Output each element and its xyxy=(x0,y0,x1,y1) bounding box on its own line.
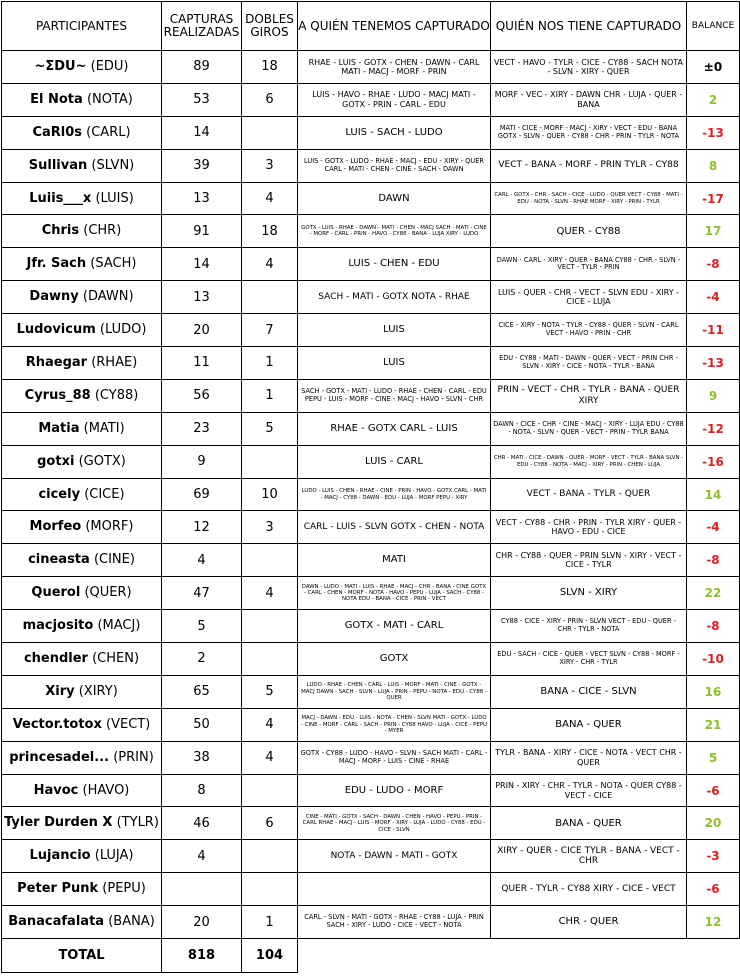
participant-cell xyxy=(2,906,162,939)
participant-name: Luiis___x xyxy=(29,190,92,206)
dobles-cell: 10 xyxy=(242,478,298,511)
nos-tiene-cell: EDU - SACH - CICE - QUER - VECT SLVN - CY88 - MORF - XIRY - CHR - TYLR xyxy=(491,643,687,676)
dobles-cell: 18 xyxy=(242,215,298,248)
dobles-cell xyxy=(242,116,298,149)
participant-code: (VECT) xyxy=(106,716,151,732)
table-row xyxy=(2,281,740,314)
participant-name: Ludovicum xyxy=(16,322,96,338)
nos-tiene-cell: XIRY - QUER - CICE TYLR - BANA - VECT - CHR xyxy=(491,840,687,873)
participant-name: ~ΣDU~ xyxy=(34,58,87,74)
dobles-cell xyxy=(242,840,298,873)
participant-name: Cyrus_88 xyxy=(24,387,91,403)
participant-cell xyxy=(2,511,162,544)
tenemos-cell: LUIS - GOTX - LUDO - RHAE - MACJ - EDU - XIRY - QUER CARL - MATI - CHEN - CINE - SACH - DAWN xyxy=(298,149,491,182)
capturas-cell: 91 xyxy=(162,215,242,248)
participant-name: Sullivan xyxy=(28,157,88,173)
dobles-cell: 7 xyxy=(242,314,298,347)
participant-name: Dawny xyxy=(29,289,79,305)
header-row xyxy=(2,2,740,51)
nos-tiene-cell: BANA - QUER xyxy=(491,708,687,741)
dobles-cell: 1 xyxy=(242,379,298,412)
header-nos-tiene: QUIÉN NOS TIENE CAPTURADO xyxy=(491,2,687,51)
capturas-cell: 12 xyxy=(162,511,242,544)
table-row xyxy=(2,873,740,906)
participant-cell xyxy=(2,281,162,314)
nos-tiene-cell: CHR - MATI - CICE - DAWN - QUER - MORF - VECT - TYLR - BANA SLVN - EDU - CY88 - NOTA - MACJ - XIRY - PRIN - CHEN - LUJA xyxy=(491,445,687,478)
participant-code: (DAWN) xyxy=(82,289,134,305)
capturas-cell: 14 xyxy=(162,116,242,149)
participant-code: (CINE) xyxy=(93,552,135,568)
balance-cell: -8 xyxy=(687,610,740,643)
balance-cell: 9 xyxy=(687,379,740,412)
participant-cell xyxy=(2,215,162,248)
nos-tiene-cell: DAWN - CARL - XIRY - QUER - BANA CY88 - CHR - SLVN - VECT - TYLR - PRIN xyxy=(491,248,687,281)
balance-cell: 20 xyxy=(687,807,740,840)
capturas-cell: 47 xyxy=(162,577,242,610)
participant-code: (CICE) xyxy=(84,486,125,502)
tenemos-cell xyxy=(298,873,491,906)
tenemos-cell: DAWN xyxy=(298,182,491,215)
participant-code: (BANA) xyxy=(108,914,155,930)
header-capturas: CAPTURAS REALIZADAS xyxy=(162,2,242,51)
total-capturas: 818 xyxy=(162,939,242,973)
participant-name: El Nota xyxy=(30,91,83,107)
participant-code: (PEPU) xyxy=(102,881,146,897)
total-label: TOTAL xyxy=(2,939,162,973)
tenemos-cell: DAWN - LUDO - MATI - LUIS - RHAE - MACJ - CHR - BANA - CINE GOTX - CARL - CHEN - MORF - NOTA - HAVO - PEPU - LUJA - SACH - CY88 - NOTA EDU - BANA - CICE - PRIN - VECT xyxy=(298,577,491,610)
tenemos-cell: LUIS xyxy=(298,314,491,347)
participant-cell xyxy=(2,445,162,478)
dobles-cell xyxy=(242,281,298,314)
capturas-cell: 46 xyxy=(162,807,242,840)
dobles-cell: 6 xyxy=(242,807,298,840)
participant-name: princesadel... xyxy=(9,749,110,765)
participant-code: (LUJA) xyxy=(94,848,134,864)
tenemos-cell: SACH - GOTX - MATI - LUDO - RHAE - CHEN - CARL - EDU PEPU - LUIS - MORF - CINE - MACJ - HAVO - SLVN - CHR xyxy=(298,379,491,412)
participant-name: Jfr. Sach xyxy=(26,256,87,272)
nos-tiene-cell: CICE - XIRY - NOTA - TYLR - CY88 - QUER - SLVN - CARL VECT - HAVO - PRIN - CHR xyxy=(491,314,687,347)
participant-cell xyxy=(2,379,162,412)
table-row xyxy=(2,445,740,478)
participant-code: (QUER) xyxy=(84,585,132,601)
capturas-cell xyxy=(162,873,242,906)
tenemos-cell: GOTX - CY88 - LUDO - HAVO - SLVN - SACH MATI - CARL - MACJ - MORF - LUIS - CINE - RHAE xyxy=(298,741,491,774)
capturas-cell: 11 xyxy=(162,347,242,380)
participant-cell xyxy=(2,774,162,807)
capturas-cell: 4 xyxy=(162,544,242,577)
table-row xyxy=(2,182,740,215)
capturas-cell: 5 xyxy=(162,610,242,643)
participant-name: CaRl0s xyxy=(32,124,83,140)
participant-code: (GOTX) xyxy=(78,453,126,469)
capturas-cell: 65 xyxy=(162,675,242,708)
total-dobles: 104 xyxy=(242,939,298,973)
capturas-cell: 4 xyxy=(162,840,242,873)
table-row xyxy=(2,807,740,840)
dobles-cell xyxy=(242,873,298,906)
nos-tiene-cell: LUIS - QUER - CHR - VECT - SLVN EDU - XIRY - CICE - LUJA xyxy=(491,281,687,314)
participant-cell xyxy=(2,248,162,281)
tenemos-cell: LUIS xyxy=(298,347,491,380)
participant-name: Lujancio xyxy=(29,848,91,864)
balance-cell: 16 xyxy=(687,675,740,708)
participant-code: (SACH) xyxy=(90,256,137,272)
balance-cell: -16 xyxy=(687,445,740,478)
balance-cell: -8 xyxy=(687,544,740,577)
nos-tiene-cell: VECT - CY88 - CHR - PRIN - TYLR XIRY - QUER - HAVO - EDU - CICE xyxy=(491,511,687,544)
capturas-cell: 53 xyxy=(162,83,242,116)
participant-code: (SLVN) xyxy=(91,157,135,173)
table-row xyxy=(2,675,740,708)
balance-cell: 17 xyxy=(687,215,740,248)
dobles-cell xyxy=(242,610,298,643)
dobles-cell: 4 xyxy=(242,741,298,774)
participant-code: (EDU) xyxy=(90,58,129,74)
dobles-cell xyxy=(242,643,298,676)
balance-cell: -4 xyxy=(687,281,740,314)
participant-code: (CARL) xyxy=(86,124,131,140)
participant-cell xyxy=(2,478,162,511)
balance-cell: 21 xyxy=(687,708,740,741)
nos-tiene-cell: CHR - QUER xyxy=(491,906,687,939)
balance-cell: -4 xyxy=(687,511,740,544)
balance-cell: 5 xyxy=(687,741,740,774)
participant-code: (RHAE) xyxy=(91,354,138,370)
balance-cell: 22 xyxy=(687,577,740,610)
table-row xyxy=(2,478,740,511)
tenemos-cell: LUDO - LUIS - CHEN - RHAE - CINE - PRIN - HAVO - GOTX CARL - MATI - MACJ - CY88 - DAWN - EDU - LUJA - MORF PEPU - XIRY xyxy=(298,478,491,511)
table-row xyxy=(2,741,740,774)
participant-code: (PRIN) xyxy=(113,749,154,765)
tenemos-cell: MACJ - DAWN - EDU - LUIS - NOTA - CHEN - SLVN MATI - GOTX - LUDO - CINE - MORF - CARL - SACH - PRIN - CY88 HAVO - LUJA - CICE - PEPU - MYER xyxy=(298,708,491,741)
tenemos-cell: LUDO - RHAE - CHEN - CARL - LUIS - MORF - MATI - CINE - GOTX - MACJ DAWN - SACH - SLVN - LUJA - PRIN - PEPU - NOTA - EDU - CY88 - QUER xyxy=(298,675,491,708)
nos-tiene-cell: SLVN - XIRY xyxy=(491,577,687,610)
nos-tiene-cell: VECT - BANA - MORF - PRIN TYLR - CY88 xyxy=(491,149,687,182)
table-row xyxy=(2,83,740,116)
participant-name: Matia xyxy=(38,420,80,436)
participant-code: (CHR) xyxy=(83,223,122,239)
participant-cell xyxy=(2,675,162,708)
dobles-cell xyxy=(242,774,298,807)
participant-cell xyxy=(2,610,162,643)
dobles-cell: 1 xyxy=(242,347,298,380)
nos-tiene-cell: PRIN - VECT - CHR - TYLR - BANA - QUER XIRY xyxy=(491,379,687,412)
participant-cell xyxy=(2,83,162,116)
dobles-cell: 18 xyxy=(242,51,298,84)
nos-tiene-cell: DAWN - CICE - CHR - CINE - MACJ - XIRY - LUJA EDU - CY88 - NOTA - SLVN - QUER - VECT - PRIN - TYLR BANA xyxy=(491,412,687,445)
dobles-cell: 5 xyxy=(242,675,298,708)
participant-code: (MACJ) xyxy=(97,618,141,634)
nos-tiene-cell: BANA - QUER xyxy=(491,807,687,840)
tenemos-cell: RHAE - LUIS - GOTX - CHEN - DAWN - CARL MATI - MACJ - MORF - PRIN xyxy=(298,51,491,84)
participant-cell xyxy=(2,314,162,347)
dobles-cell: 6 xyxy=(242,83,298,116)
table-row xyxy=(2,51,740,84)
dobles-cell: 3 xyxy=(242,511,298,544)
nos-tiene-cell: MATI - CICE - MORF - MACJ - XIRY - VECT - EDU - BANA GOTX - SLVN - QUER - CY88 - CHR - PRIN - TYLR - NOTA xyxy=(491,116,687,149)
capturas-cell: 56 xyxy=(162,379,242,412)
captures-table xyxy=(1,1,740,973)
participant-code: (XIRY) xyxy=(78,683,118,699)
participant-name: Rhaegar xyxy=(25,354,88,370)
participant-code: (LUDO) xyxy=(99,322,147,338)
table-row xyxy=(2,314,740,347)
table-row xyxy=(2,347,740,380)
participant-cell xyxy=(2,51,162,84)
balance-cell: -11 xyxy=(687,314,740,347)
participant-cell xyxy=(2,708,162,741)
capturas-cell: 14 xyxy=(162,248,242,281)
table-row xyxy=(2,511,740,544)
participant-code: (MATI) xyxy=(83,420,125,436)
tenemos-cell: LUIS - CARL xyxy=(298,445,491,478)
participant-name: Peter Punk xyxy=(17,881,99,897)
participant-cell xyxy=(2,182,162,215)
balance-cell: -3 xyxy=(687,840,740,873)
participant-name: Vector.totox xyxy=(12,716,102,732)
capturas-cell: 39 xyxy=(162,149,242,182)
tenemos-cell: NOTA - DAWN - MATI - GOTX xyxy=(298,840,491,873)
participant-name: Havoc xyxy=(33,782,79,798)
nos-tiene-cell: CARL - GOTX - CHR - SACH - CICE - LUDO - QUER VECT - CY88 - MATI - EDU - NOTA - SLVN - RHAE MORF - XIRY - PRIN - TYLR xyxy=(491,182,687,215)
capturas-cell: 20 xyxy=(162,906,242,939)
tenemos-cell: LUIS - SACH - LUDO xyxy=(298,116,491,149)
balance-cell: -6 xyxy=(687,873,740,906)
participant-code: (MORF) xyxy=(85,519,134,535)
capturas-cell: 50 xyxy=(162,708,242,741)
participant-name: cineasta xyxy=(28,552,90,568)
nos-tiene-cell: MORF - VEC - XIRY - DAWN CHR - LUJA - QUER - BANA xyxy=(491,83,687,116)
dobles-cell: 3 xyxy=(242,149,298,182)
participant-code: (NOTA) xyxy=(86,91,133,107)
participant-cell xyxy=(2,347,162,380)
balance-cell: -13 xyxy=(687,347,740,380)
capturas-cell: 9 xyxy=(162,445,242,478)
table-row xyxy=(2,577,740,610)
capturas-cell: 20 xyxy=(162,314,242,347)
dobles-cell xyxy=(242,445,298,478)
table-row xyxy=(2,248,740,281)
table-row xyxy=(2,708,740,741)
balance-cell: 8 xyxy=(687,149,740,182)
tenemos-cell: SACH - MATI - GOTX NOTA - RHAE xyxy=(298,281,491,314)
balance-cell: 12 xyxy=(687,906,740,939)
participant-cell xyxy=(2,807,162,840)
participant-code: (TYLR) xyxy=(116,815,159,831)
header-participantes: PARTICIPANTES xyxy=(2,2,162,51)
tenemos-cell: MATI xyxy=(298,544,491,577)
header-balance: BALANCE xyxy=(687,2,740,51)
table-row xyxy=(2,774,740,807)
balance-cell: -8 xyxy=(687,248,740,281)
nos-tiene-cell: CHR - CY88 - QUER - PRIN SLVN - XIRY - VECT - CICE - TYLR xyxy=(491,544,687,577)
tenemos-cell: GOTX - MATI - CARL xyxy=(298,610,491,643)
capturas-cell: 38 xyxy=(162,741,242,774)
table-row xyxy=(2,840,740,873)
balance-cell: -13 xyxy=(687,116,740,149)
table-row xyxy=(2,544,740,577)
participant-cell xyxy=(2,116,162,149)
balance-cell: -12 xyxy=(687,412,740,445)
nos-tiene-cell: EDU - CY88 - MATI - DAWN - QUER - VECT - PRIN CHR - SLVN - XIRY - CICE - NOTA - TYLR - BANA xyxy=(491,347,687,380)
nos-tiene-cell: PRIN - XIRY - CHR - TYLR - NOTA - QUER CY88 - VECT - CICE xyxy=(491,774,687,807)
total-blank xyxy=(298,939,740,973)
participant-name: Chris xyxy=(41,223,80,239)
tenemos-cell: LUIS - CHEN - EDU xyxy=(298,248,491,281)
tenemos-cell: CARL - SLVN - MATI - GOTX - RHAE - CY88 - LUJA - PRIN SACH - XIRY - LUDO - CICE - VECT - NOTA xyxy=(298,906,491,939)
participant-name: gotxi xyxy=(37,453,75,469)
capturas-cell: 89 xyxy=(162,51,242,84)
table-row xyxy=(2,610,740,643)
dobles-cell: 4 xyxy=(242,248,298,281)
participant-code: (CY88) xyxy=(94,387,139,403)
balance-cell: -6 xyxy=(687,774,740,807)
balance-cell: -10 xyxy=(687,643,740,676)
participant-cell xyxy=(2,412,162,445)
dobles-cell: 5 xyxy=(242,412,298,445)
participant-code: (HAVO) xyxy=(82,782,130,798)
table-row xyxy=(2,906,740,939)
participant-name: cicely xyxy=(38,486,81,502)
participant-name: Banacafalata xyxy=(8,914,105,930)
table-row xyxy=(2,215,740,248)
total-row xyxy=(2,939,740,973)
nos-tiene-cell: TYLR - BANA - XIRY - CICE - NOTA - VECT CHR - QUER xyxy=(491,741,687,774)
header-tenemos: A QUIÉN TENEMOS CAPTURADO xyxy=(298,2,491,51)
participant-cell xyxy=(2,577,162,610)
balance-cell: 14 xyxy=(687,478,740,511)
participant-cell xyxy=(2,643,162,676)
nos-tiene-cell: QUER - TYLR - CY88 XIRY - CICE - VECT xyxy=(491,873,687,906)
table-row xyxy=(2,643,740,676)
tenemos-cell: GOTX - LUIS - RHAE - DAWN - MATI - CHEN - MACJ SACH - MATI - CINE - MORF - CARL - PRIN - HAVO - CY88 - BANA - LUJA XIRY - LUDO xyxy=(298,215,491,248)
capturas-cell: 8 xyxy=(162,774,242,807)
participant-cell xyxy=(2,741,162,774)
tenemos-cell: LUIS - HAVO - RHAE - LUDO - MACJ MATI - GOTX - PRIN - CARL - EDU xyxy=(298,83,491,116)
participant-name: Querol xyxy=(31,585,81,601)
table-row xyxy=(2,116,740,149)
balance-cell: 2 xyxy=(687,83,740,116)
participant-cell xyxy=(2,840,162,873)
balance-cell: -17 xyxy=(687,182,740,215)
participant-name: Tyler Durden X xyxy=(4,815,113,831)
participant-cell xyxy=(2,544,162,577)
participant-cell xyxy=(2,873,162,906)
participant-name: macjosito xyxy=(22,618,94,634)
capturas-cell: 13 xyxy=(162,182,242,215)
nos-tiene-cell: BANA - CICE - SLVN xyxy=(491,675,687,708)
dobles-cell: 4 xyxy=(242,182,298,215)
nos-tiene-cell: VECT - HAVO - TYLR - CICE - CY88 - SACH NOTA - SLVN - XIRY - QUER xyxy=(491,51,687,84)
nos-tiene-cell: VECT - BANA - TYLR - QUER xyxy=(491,478,687,511)
participant-code: (CHEN) xyxy=(92,650,140,666)
tenemos-cell: GOTX xyxy=(298,643,491,676)
tenemos-cell: EDU - LUDO - MORF xyxy=(298,774,491,807)
balance-cell: ±0 xyxy=(687,51,740,84)
table-row xyxy=(2,379,740,412)
participant-name: chendler xyxy=(23,650,88,666)
participant-name: Xiry xyxy=(45,683,75,699)
participant-name: Morfeo xyxy=(29,519,82,535)
dobles-cell: 1 xyxy=(242,906,298,939)
capturas-cell: 13 xyxy=(162,281,242,314)
table-row xyxy=(2,149,740,182)
table-row xyxy=(2,412,740,445)
nos-tiene-cell: QUER - CY88 xyxy=(491,215,687,248)
dobles-cell: 4 xyxy=(242,708,298,741)
tenemos-cell: CINE - MATI - GOTX - SACH - DAWN - CHEN - HAVO - PEPU - PRIN - CARL RHAE - MACJ - LUIS - MORF - XIRY - LUJA - LUDO - CY88 - EDU - CICE - SLVN xyxy=(298,807,491,840)
capturas-cell: 69 xyxy=(162,478,242,511)
dobles-cell xyxy=(242,544,298,577)
header-dobles: DOBLES GIROS xyxy=(242,2,298,51)
capturas-cell: 23 xyxy=(162,412,242,445)
participant-code: (LUIS) xyxy=(95,190,134,206)
capturas-cell: 2 xyxy=(162,643,242,676)
tenemos-cell: RHAE - GOTX CARL - LUIS xyxy=(298,412,491,445)
nos-tiene-cell: CY88 - CICE - XIRY - PRIN - SLVN VECT - EDU - QUER - CHR - TYLR - NOTA xyxy=(491,610,687,643)
dobles-cell: 4 xyxy=(242,577,298,610)
tenemos-cell: CARL - LUIS - SLVN GOTX - CHEN - NOTA xyxy=(298,511,491,544)
participant-cell xyxy=(2,149,162,182)
